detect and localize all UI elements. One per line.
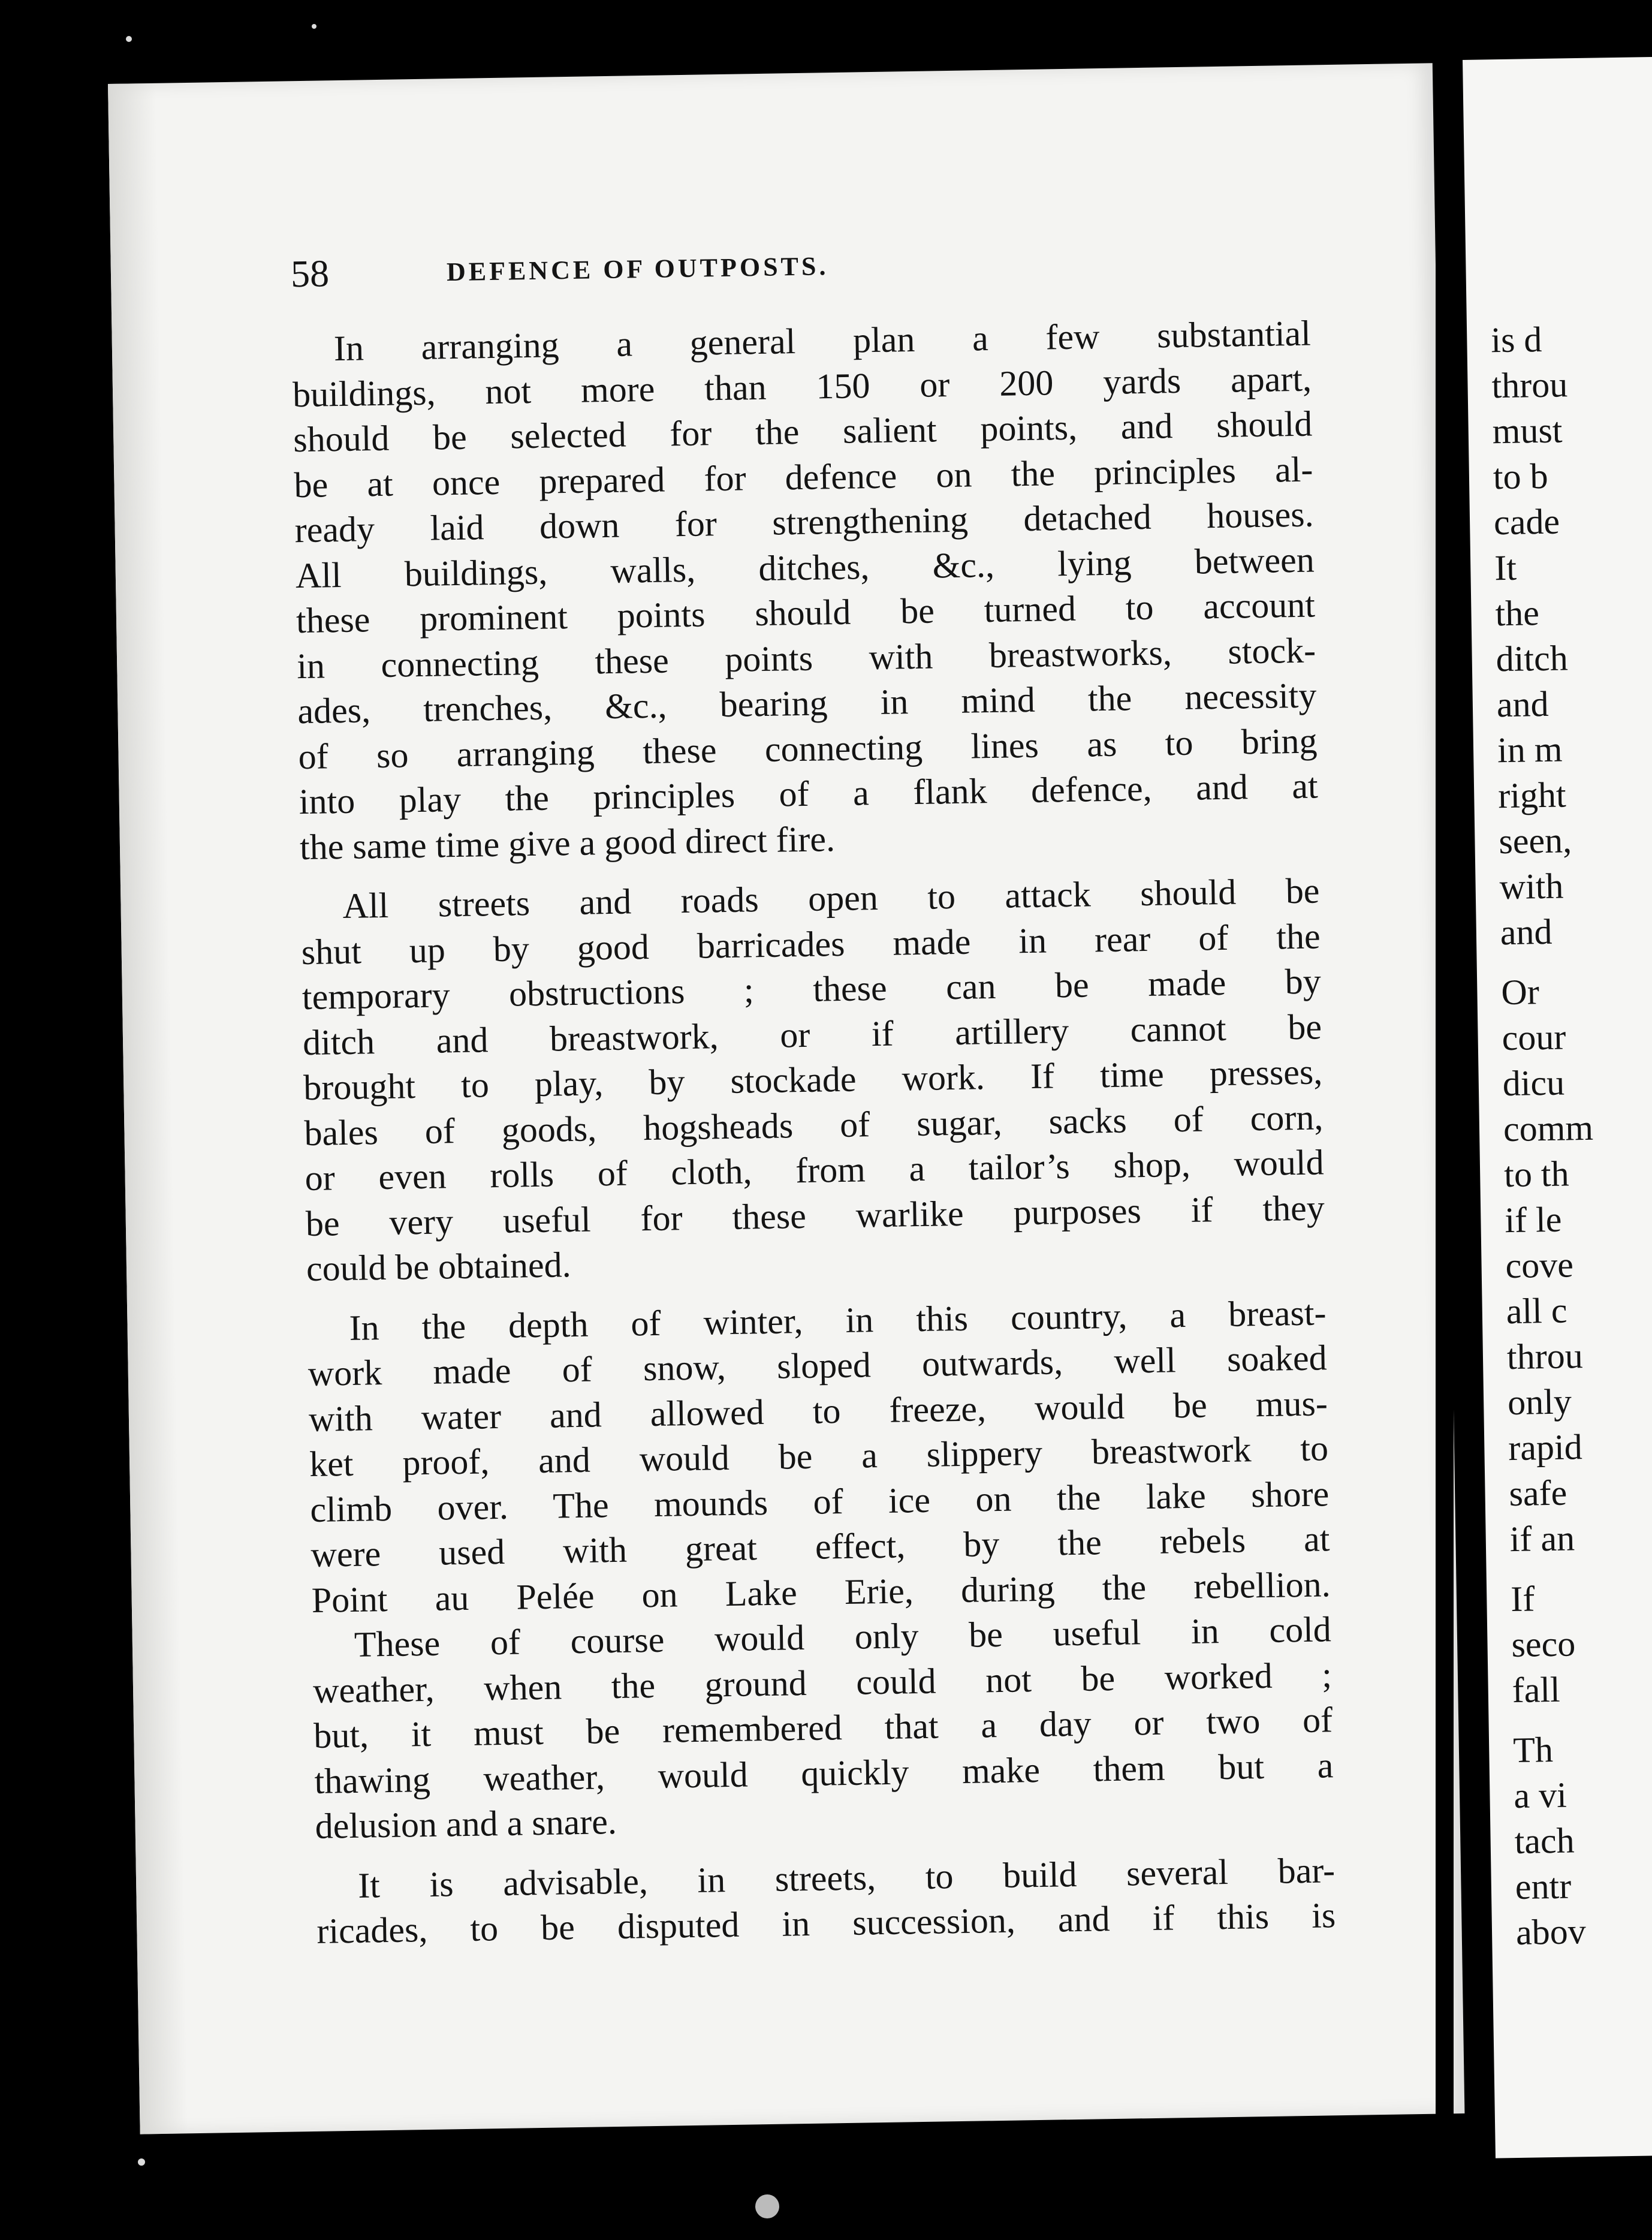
text-line: In arranging a general plan a few substantial	[333, 313, 1312, 369]
text-line: delusion and a snare.	[315, 1802, 617, 1846]
text-line-fragment: if le	[1504, 1199, 1562, 1241]
text-line-fragment: to th	[1503, 1154, 1570, 1195]
text-line-fragment: with	[1499, 866, 1564, 907]
text-line: ricades, to be disputed in succession, and if this is	[316, 1895, 1336, 1951]
text-line: Point au Pelée on Lake Erie, during the rebellion.	[311, 1564, 1331, 1620]
text-line: work made of snow, sloped outwards, well soaked	[308, 1338, 1328, 1394]
text-line: ket proof, and would be a slippery breastwork to	[309, 1428, 1329, 1484]
text-line: the same time give a good direct fire.	[299, 818, 836, 867]
text-line-fragment: abov	[1515, 1911, 1587, 1952]
text-line: were used with great effect, by the rebels at	[310, 1519, 1330, 1574]
text-line: brought to play, by stockade work. If time presses,	[303, 1052, 1323, 1108]
text-line: It is advisable, in streets, to build several bar-	[357, 1850, 1336, 1905]
text-line-fragment: all c	[1506, 1290, 1567, 1332]
text-line: in connecting these points with breastworks, stock-	[296, 630, 1316, 686]
text-line-fragment: a vi	[1513, 1775, 1567, 1816]
text-line-fragment: entr	[1515, 1866, 1572, 1907]
text-line: ready laid down for strengthening detached houses.	[294, 494, 1315, 550]
text-line: bales of goods, hogsheads of sugar, sacks of corn,	[304, 1097, 1324, 1153]
text-line: of so arranging these connecting lines as to bring	[298, 720, 1318, 776]
right-book-page-fragment	[1463, 57, 1652, 2158]
text-line-fragment: Or	[1500, 972, 1540, 1013]
paragraph-streets-roads	[300, 868, 1325, 1291]
text-line-fragment: comm	[1503, 1107, 1594, 1149]
book-gutter	[1436, 60, 1454, 2146]
text-line: could be obtained.	[306, 1245, 572, 1289]
text-line-fragment: rapid	[1508, 1427, 1583, 1468]
text-line-fragment: cade	[1493, 501, 1560, 543]
text-line: be at once prepared for defence on the principles al-	[294, 449, 1313, 505]
text-line-fragment: must	[1492, 410, 1563, 451]
text-line-fragment: cove	[1505, 1245, 1574, 1286]
text-line-fragment: fall	[1512, 1669, 1561, 1711]
text-line-fragment: and	[1496, 684, 1549, 725]
text-line-fragment: seco	[1511, 1624, 1576, 1665]
scan-speck	[138, 2158, 145, 2166]
scan-speck	[312, 24, 316, 29]
text-line: or even rolls of cloth, from a tailor’s shop, would	[305, 1142, 1325, 1199]
text-line: These of course would only be useful in cold	[354, 1609, 1332, 1664]
paragraph-winter-breastwork	[307, 1290, 1334, 1850]
text-line-fragment: It	[1494, 547, 1517, 588]
text-line: All buildings, walls, ditches, &c., lying between	[295, 539, 1315, 595]
text-line-fragment: cour	[1502, 1017, 1566, 1058]
text-line-fragment: and	[1500, 911, 1553, 953]
text-line: these prominent points should be turned to account	[296, 585, 1316, 641]
text-line: ditch and breastwork, or if artillery cannot be	[302, 1006, 1322, 1062]
text-line: buildings, not more than 150 or 200 yards apart,	[292, 359, 1312, 414]
text-line-fragment: in m	[1497, 729, 1563, 770]
text-line: with water and allowed to freeze, would be mus-	[308, 1383, 1328, 1439]
text-line-fragment: throu	[1506, 1336, 1584, 1377]
text-line: In the depth of winter, in this country, a breast-	[349, 1292, 1327, 1348]
body-text	[291, 311, 1336, 1969]
scan-speck	[126, 36, 132, 42]
text-line: climb over. The mounds of ice on the lake shore	[309, 1473, 1330, 1530]
text-line-fragment: safe	[1509, 1473, 1567, 1514]
text-line: ades, trenches, &c., bearing in mind the necessity	[297, 675, 1317, 731]
page-number: 58	[290, 252, 330, 296]
text-line-fragment: seen,	[1498, 820, 1572, 862]
text-line-fragment: Th	[1512, 1729, 1554, 1771]
text-line: temporary obstructions ; these can be made by	[302, 961, 1322, 1017]
left-book-page	[108, 63, 1464, 2134]
text-line-fragment: If	[1510, 1579, 1535, 1619]
text-line-fragment: ditch	[1496, 638, 1569, 679]
facing-page-text	[1491, 314, 1652, 1955]
text-line-fragment: to b	[1493, 456, 1549, 497]
scan-speck	[755, 2194, 779, 2218]
text-line-fragment: only	[1507, 1381, 1572, 1423]
text-line: thawing weather, would quickly make them but a	[313, 1745, 1334, 1801]
text-line: shut up by good barricades made in rear of the	[301, 916, 1321, 972]
text-line-fragment: right	[1497, 775, 1567, 816]
text-line: weather, when the ground could not be worked ;	[312, 1654, 1333, 1711]
text-line: into play the principles of a flank defence, and at	[299, 766, 1319, 822]
text-line-fragment: is d	[1490, 319, 1542, 360]
paragraph-barricades-succession	[316, 1848, 1336, 1955]
page-header	[290, 234, 1430, 318]
text-line-fragment: the	[1494, 593, 1540, 634]
text-line: be very useful for these warlike purposes if they	[305, 1187, 1325, 1244]
text-line: but, it must be remembered that a day or two of	[313, 1700, 1333, 1756]
text-line-fragment: if an	[1509, 1518, 1575, 1559]
text-line-fragment: tach	[1514, 1820, 1575, 1862]
text-line-fragment: throu	[1491, 365, 1568, 406]
running-head: DEFENCE OF OUTPOSTS.	[446, 251, 829, 287]
text-line-fragment: dicu	[1502, 1062, 1565, 1104]
paragraph-general-plan	[291, 311, 1319, 871]
text-line: All streets and roads open to attack should be	[342, 871, 1320, 926]
text-line: should be selected for the salient points, and should	[293, 404, 1313, 460]
